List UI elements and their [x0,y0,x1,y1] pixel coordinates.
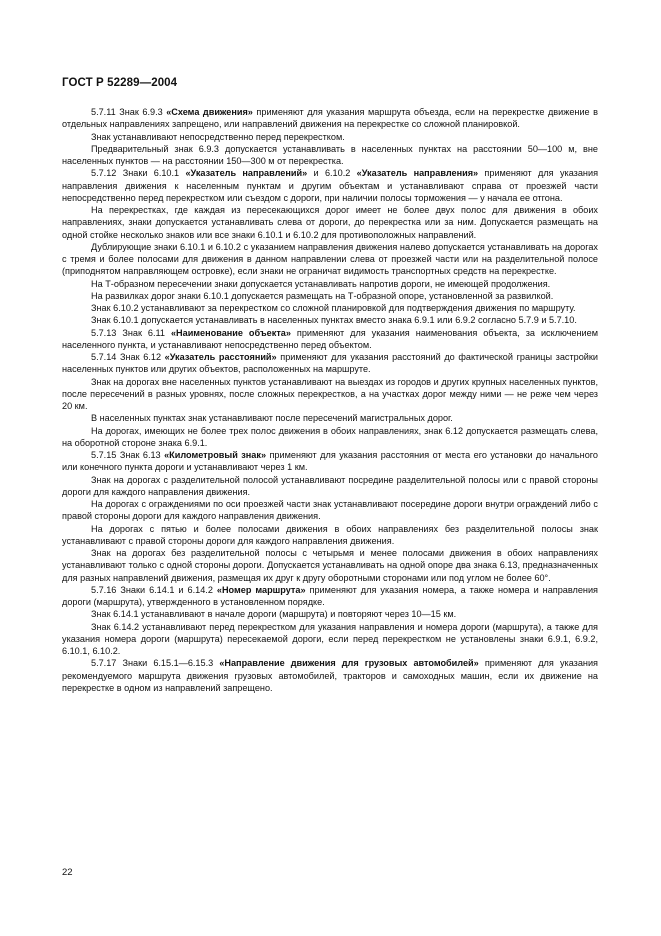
paragraph: 5.7.13 Знак 6.11 «Наименование объекта» применяют для указания наименования объекта, за исключением населенного пункта, и устанавливают непосредственно перед объектом. [62,327,598,350]
paragraph: 5.7.16 Знаки 6.14.1 и 6.14.2 «Номер маршрута» применяют для указания номера, а также номера и направления дороги (маршрута), утвержденного в установленном порядке. [62,584,598,607]
paragraph: На дорогах с пятью и более полосами движения в обоих направлениях без разделительной полосы знак устанавливают с правой стороны дороги для каждого направления движения. [62,523,598,546]
paragraph: Знак 6.14.2 устанавливают перед перекрестком для указания направления и номера дороги (маршрута), а также для указания номера дороги (маршрута) пересекаемой дороги, если перед перекрестком не установлены знаки 6.9.1, 6.9.2, 6.10.1, 6.10.2. [62,621,598,656]
paragraph: Знак 6.14.1 устанавливают в начале дороги (маршрута) и повторяют через 10—15 км. [91,609,457,620]
paragraph: Знак на дорогах без разделительной полосы с четырьмя и менее полосами движения в обоих направлениях устанавливают только с одной стороны дороги. Допускается устанавливать на одной опоре два знака 6.13, предназначенных для разных направлений движения, размещая их друг к другу оборотными сторонами или под углом не более 60°. [62,548,598,583]
paragraph: Знак 6.10.1 допускается устанавливать в населенных пунктах вместо знака 6.9.1 или 6.9.2 согласно 5.7.9 и 5.7.10. [91,315,577,326]
paragraph: На дорогах, имеющих не более трех полос движения в обоих направлениях, знак 6.12 допускается размещать слева, на оборотной стороне знака 6.9.1. [62,425,598,448]
paragraph: Дублирующие знаки 6.10.1 и 6.10.2 с указанием направления движения налево допускается устанавливать на дорогах с тремя и более полосами для движения в данном направлении слева от проезжей части или на разделительной полосе (приподнятом направляющем островке), если знаки не ограничат видимость транспортных средств на перекрестке. [62,241,598,277]
paragraph: В населенных пунктах знак устанавливают после пересечений магистральных дорог. [91,413,453,424]
document-header: ГОСТ Р 52289—2004 [62,77,178,89]
page-number: 22 [62,867,73,878]
paragraph: Знак устанавливают непосредственно перед перекрестком. [91,131,345,142]
paragraph: На перекрестках, где каждая из пересекающихся дорог имеет не более двух полос для движения в обоих направлениях, знаки допускается устанавливать слева от дороги, до перекрестка или за ним. Допускается размещать на одной стойке несколько знаков или все знаки 6.10.1 и 6.10.2 для противоположных направлений. [62,205,598,240]
document-body [62,106,598,694]
paragraph: Знак на дорогах вне населенных пунктов устанавливают на выездах из городов и других крупных населенных пунктов, после пересечений в разных уровнях, после сложных перекрестков, а на участках дорог между ними — не реже чем через 20 км. [62,376,598,411]
paragraph: 5.7.14 Знак 6.12 «Указатель расстояний» применяют для указания расстояний до фактической границы застройки населенных пунктов или других объектов, расположенных на маршруте. [62,352,598,375]
paragraph: На развилках дорог знаки 6.10.1 допускается размещать на Т-образной опоре, установленной за развилкой. [91,290,554,301]
paragraph: На Т-образном пересечении знаки допускается устанавливать напротив дороги, не имеющей продолжения. [91,278,551,289]
paragraph: Знак на дорогах с разделительной полосой устанавливают посредине разделительной полосы или с правой стороны дороги для каждого направления движения. [62,474,598,497]
paragraph: 5.7.12 Знаки 6.10.1 «Указатель направлений» и 6.10.2 «Указатель направления» применяют для указания направления движения к населенным пунктам и другим объектам и устанавливают справа от проезжей части непосредственно перед перекрестком или съездом с дороги, при наличии полосы торможения — у начала ее отгона. [62,168,599,203]
paragraph: Предварительный знак 6.9.3 допускается устанавливать в населенных пунктах на расстоянии 50—100 м, вне населенных пунктов — на расстоянии 150—300 м от перекрестка. [62,143,598,166]
paragraph: Знак 6.10.2 устанавливают за перекрестком со сложной планировкой для подтверждения движения по маршруту. [91,303,576,313]
paragraph: На дорогах с ограждениями по оси проезжей части знак устанавливают посередине дороги внутри ограждений либо с правой стороны дороги для каждого направления движения. [62,499,598,522]
paragraph: 5.7.11 Знак 6.9.3 «Схема движения» применяют для указания маршрута объезда, если на перекрестке движение в отдельных направлениях запрещено, или направлений движения на перекрестке со сложной планировкой. [62,107,598,130]
paragraph: 5.7.17 Знаки 6.15.1—6.15.3 «Направление движения для грузовых автомобилей» применяют для указания рекомендуемого маршрута движения грузовых автомобилей, тракторов и самоходных машин, если их движение на перекрестке в одном из направлений запрещено. [62,658,599,693]
paragraph: 5.7.15 Знак 6.13 «Километровый знак» применяют для указания расстояния от места его установки до начального или конечного пункта дороги и устанавливают через 1 км. [62,450,598,473]
